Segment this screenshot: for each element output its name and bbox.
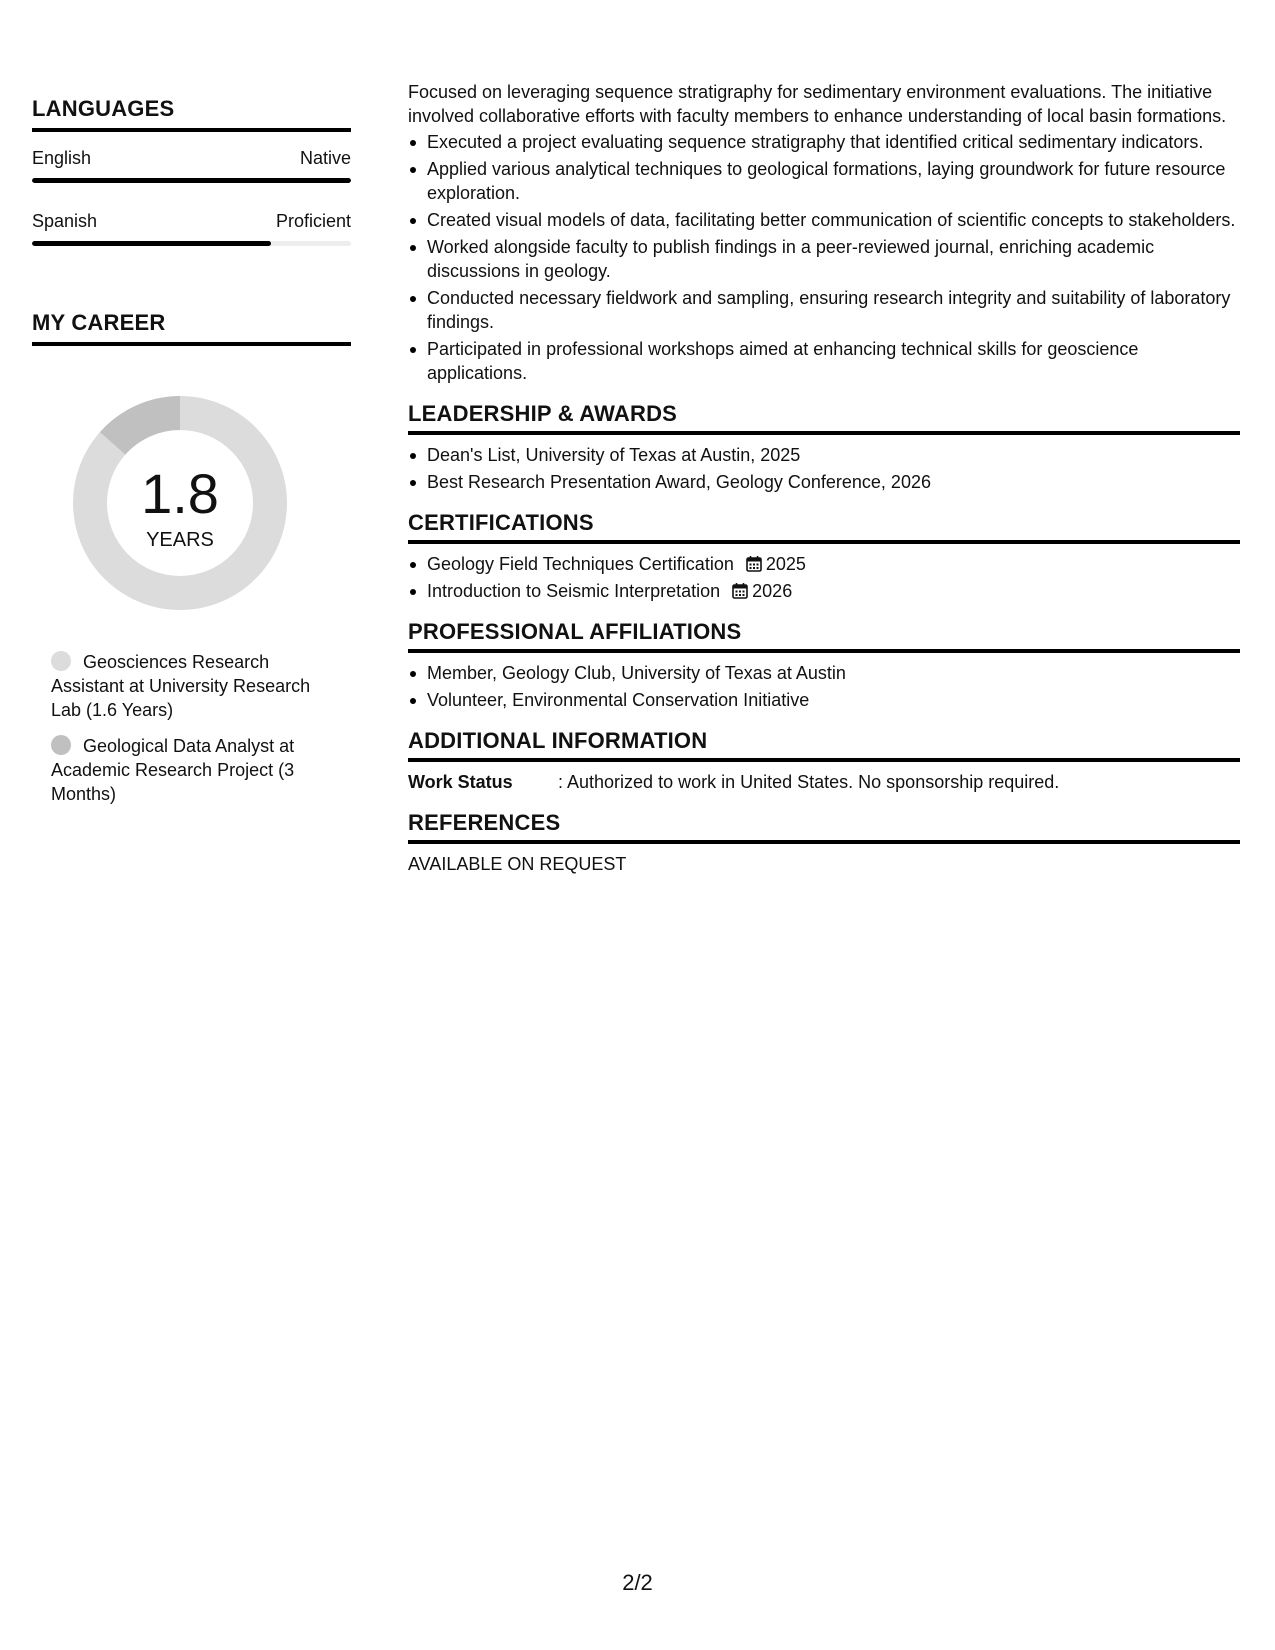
language-proficiency-fill	[32, 241, 271, 246]
language-name: Spanish	[32, 211, 98, 231]
references-title: REFERENCES	[408, 810, 1240, 844]
certifications-section	[408, 510, 1240, 603]
work-status-label: Work Status	[408, 772, 513, 792]
language-proficiency-fill	[32, 178, 351, 183]
career-legend-label: Geosciences Research Assistant at University Research Lab (1.6 Years)	[51, 652, 311, 720]
experience-bullets	[408, 130, 1240, 385]
certification-item	[408, 552, 1240, 576]
career-title: MY CAREER	[32, 310, 351, 346]
affiliations-title: PROFESSIONAL AFFILIATIONS	[408, 619, 1240, 653]
affiliation-item: Member, Geology Club, University of Texas at Austin	[408, 661, 1240, 685]
experience-bullet: Worked alongside faculty to publish findings in a peer-reviewed journal, enriching academic discussions in geology.	[408, 235, 1240, 283]
legend-dot-icon	[51, 735, 71, 755]
experience-bullet: Executed a project evaluating sequence stratigraphy that identified critical sedimentary indicators.	[408, 130, 1240, 154]
affiliation-item: Volunteer, Environmental Conservation Initiative	[408, 688, 1240, 712]
award-item: Dean's List, University of Texas at Austin, 2025	[408, 443, 1240, 467]
additional-info-title: ADDITIONAL INFORMATION	[408, 728, 1240, 762]
references-text: AVAILABLE ON REQUEST	[408, 854, 627, 874]
experience-bullet: Participated in professional workshops aimed at enhancing technical skills for geoscience applications.	[408, 337, 1240, 385]
career-legend-item	[51, 650, 322, 722]
references-section	[408, 810, 1240, 876]
language-level: Native	[299, 148, 351, 168]
certification-year: 2026	[752, 581, 793, 601]
career-total-value: 1.8	[141, 462, 219, 525]
career-legend-label: Geological Data Analyst at Academic Research Project (3 Months)	[51, 736, 295, 804]
certification-name: Geology Field Techniques Certification	[427, 554, 734, 574]
certification-name: Introduction to Seismic Interpretation	[427, 581, 721, 601]
certification-year: 2025	[765, 554, 806, 574]
calendar-icon	[746, 555, 762, 572]
left-column	[32, 96, 351, 818]
languages-title: LANGUAGES	[32, 96, 351, 132]
language-item	[32, 209, 351, 246]
language-item	[32, 146, 351, 183]
languages-list	[32, 146, 351, 246]
legend-dot-icon	[51, 651, 71, 671]
right-column	[408, 80, 1240, 876]
language-level: Proficient	[275, 211, 351, 231]
awards-title: LEADERSHIP & AWARDS	[408, 401, 1240, 435]
career-total-unit: YEARS	[146, 529, 214, 551]
career-donut-chart	[67, 390, 293, 616]
awards-section	[408, 401, 1240, 494]
career-legend-item	[51, 734, 322, 806]
certifications-title: CERTIFICATIONS	[408, 510, 1240, 544]
experience-bullet: Conducted necessary fieldwork and sampling, ensuring research integrity and suitability of laboratory findings.	[408, 286, 1240, 334]
experience-intro: Focused on leveraging sequence stratigraphy for sedimentary environment evaluations. The initiative involved collaborative efforts with faculty members to enhance understanding of local basin formations.	[408, 82, 1227, 126]
calendar-icon	[732, 582, 748, 599]
language-name: English	[32, 148, 92, 168]
work-status-row	[408, 770, 1240, 794]
language-proficiency-bar	[32, 241, 351, 246]
language-proficiency-bar	[32, 178, 351, 183]
career-legend	[32, 650, 322, 806]
experience-bullet: Created visual models of data, facilitating better communication of scientific concepts to stakeholders.	[408, 208, 1240, 232]
experience-bullet: Applied various analytical techniques to geological formations, laying groundwork for future resource exploration.	[408, 157, 1240, 205]
certification-item	[408, 579, 1240, 603]
award-item: Best Research Presentation Award, Geology Conference, 2026	[408, 470, 1240, 494]
page-number: 2/2	[622, 1570, 653, 1595]
affiliations-section	[408, 619, 1240, 712]
additional-info-section	[408, 728, 1240, 794]
work-status-value: : Authorized to work in United States. No sponsorship required.	[558, 772, 1060, 792]
